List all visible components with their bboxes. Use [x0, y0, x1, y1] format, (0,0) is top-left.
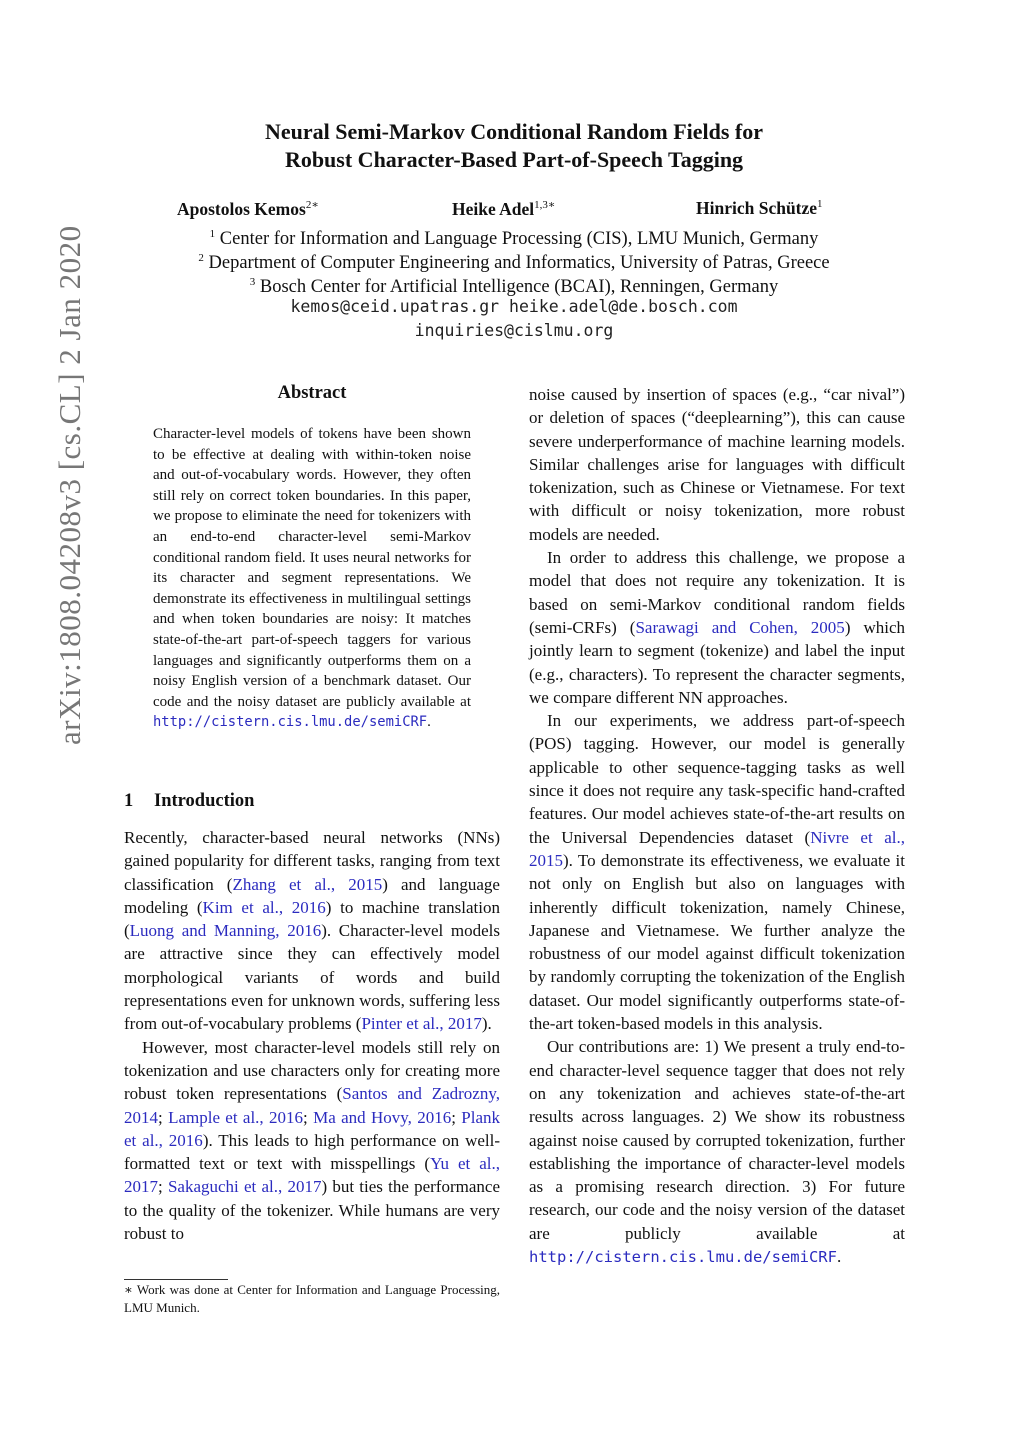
- intro-paragraph-5: In our experiments, we address part-of-speech (POS) tagging. However, our model is generally applicable to other sequence-tagging tasks as well since it does not require any task-specific hand-crafted features. Our model achieves state-of-the-art results on the Universal Dependencies dataset (Nivre et al., 2015). To demonstrate its effectiveness, we evaluate it not only on English but also on languages with inherently difficult tokenization, namely Chinese, Japanese and Vietnamese. We further analyze the robustness of our model against difficult tokenization by randomly corrupting the tokenization of the English dataset. Our model significantly outperforms state-of-the-art token-based models in this analysis.: [529, 711, 905, 1034]
- intro-paragraph-3: noise caused by insertion of spaces (e.g., “car nival”) or deletion of spaces (“deeplearning”), this can cause severe underperformance of machine learning models. Similar challenges arise for languages with difficult tokenization, such as Chinese or Vietnamese. For text with difficult or noisy tokenization, more robust models are needed.: [529, 385, 905, 544]
- intro-paragraph-6: Our contributions are: 1) We present a truly end-to-end character-level sequence tagger that does not rely on any tokenization and achieves state-of-the-art results across languages. 2) We show its robustness against noise caused by corrupted tokenization, further establishing the importance of character-level models as a promising research direction. 3) For future research, our code and the noisy version of the dataset are publicly available at http://cistern.cis.lmu.de/semiCRF.: [529, 1037, 905, 1266]
- author-2: Heike Adel$^{1,3∗}$: [452, 198, 556, 219]
- dataset-url-link[interactable]: http://cistern.cis.lmu.de/semiCRF: [529, 1247, 837, 1266]
- intro-paragraph-2: However, most character-level models still rely on tokenization and use characters only for creating more robust token representations (Santos and Zadrozny, 2014; Lample et al., 2016; Ma and Hovy, 2016; Plank et al., 2016). This leads to high performance on well-formatted text or text with misspellings (Yu et al., 2017; Sakaguchi et al., 2017) but ties the performance to the quality of the tokenizer. While humans are very robust to: [124, 1037, 500, 1244]
- left-column: [124, 826, 500, 1245]
- right-column: [529, 383, 905, 1269]
- citation[interactable]: Lample et al., 2016: [168, 1107, 304, 1127]
- title-line-1: Neural Semi-Markov Conditional Random Fields for: [264, 119, 764, 144]
- paper-title: [150, 118, 878, 174]
- affiliation-3: $^3$ Bosch Center for Artificial Intelligence (BCAI), Renningen, Germany: [249, 276, 779, 298]
- citation[interactable]: Yu et al., 2017: [124, 1154, 500, 1197]
- author-emails[interactable]: kemos@ceid.upatras.gr heike.adel@de.bosch.com: [290, 297, 738, 316]
- title-line-2: Robust Character-Based Part-of-Speech Tagging: [284, 147, 744, 172]
- citation[interactable]: Zhang et al., 2015: [232, 874, 383, 894]
- citation[interactable]: Santos and Zadrozny, 2014: [124, 1084, 500, 1127]
- citation[interactable]: Pinter et al., 2017: [361, 1014, 482, 1034]
- citation[interactable]: Luong and Manning, 2016: [129, 921, 322, 941]
- code-url-link[interactable]: http://cistern.cis.lmu.de/semiCRF: [153, 714, 428, 731]
- inquiries-email[interactable]: inquiries@cislmu.org: [414, 321, 614, 340]
- intro-paragraph-1: Recently, character-based neural networks (NNs) gained popularity for different tasks, ranging from text classification (Zhang et al., 2015) and language modeling (Kim et al., 2016) to machine translation (Luong and Manning, 2016). Character-level models are attractive since they can effectively model morphological variants of words and build representations even for unknown words, suffering less from out-of-vocabulary problems (Pinter et al., 2017).: [124, 828, 500, 1034]
- abstract-body: Character-level models of tokens have been shown to be effective at dealing with within-token noise and out-of-vocabulary words. However, they often still rely on correct token boundaries. In this paper, we propose to eliminate the need for tokenizers with an end-to-end character-level semi-Markov conditional random field. It uses neural networks for its character and segment representations. We demonstrate its effectiveness in multilingual settings and when token boundaries are noisy: It matches state-of-the-art part-of-speech taggers for various languages and significantly outperforms them on a noisy English version of a benchmark dataset. Our code and the noisy dataset are publicly available at http://cistern.cis.lmu.de/semiCRF.: [153, 426, 471, 731]
- citation[interactable]: Sarawagi and Cohen, 2005: [635, 617, 845, 637]
- citation[interactable]: Plank et al., 2016: [124, 1107, 500, 1150]
- intro-paragraph-4: In order to address this challenge, we propose a model that does not require any tokenization. It is based on semi-Markov conditional random fields (semi-CRFs) (Sarawagi and Cohen, 2005) which jointly learn to segment (tokenize) and label the input (e.g., characters). To represent the character segments, we compare different NN approaches.: [529, 548, 905, 707]
- abstract-heading: Abstract: [277, 383, 347, 403]
- section-heading: 1 Introduction: [124, 791, 255, 811]
- footnote-divider: [124, 1279, 228, 1280]
- affiliation-2: $^2$ Department of Computer Engineering and Informatics, University of Patras, Greece: [198, 252, 830, 274]
- citation[interactable]: Nivre et al., 2015: [529, 827, 905, 870]
- citation[interactable]: Ma and Hovy, 2016: [313, 1107, 452, 1127]
- author-3: Hinrich Schütze$^1$: [696, 198, 823, 218]
- footnote: ∗ Work was done at Center for Information and Language Processing, LMU Munich.: [124, 1282, 500, 1315]
- author-1: Apostolos Kemos$^{2∗}$: [177, 198, 319, 219]
- citation[interactable]: Kim et al., 2016: [202, 897, 326, 917]
- arxiv-identifier: arXiv:1808.04208v3 [cs.CL] 2 Jan 2020: [52, 225, 87, 745]
- citation[interactable]: Sakaguchi et al., 2017: [167, 1177, 322, 1197]
- affiliation-1: $^1$ Center for Information and Language Processing (CIS), LMU Munich, Germany: [209, 228, 819, 250]
